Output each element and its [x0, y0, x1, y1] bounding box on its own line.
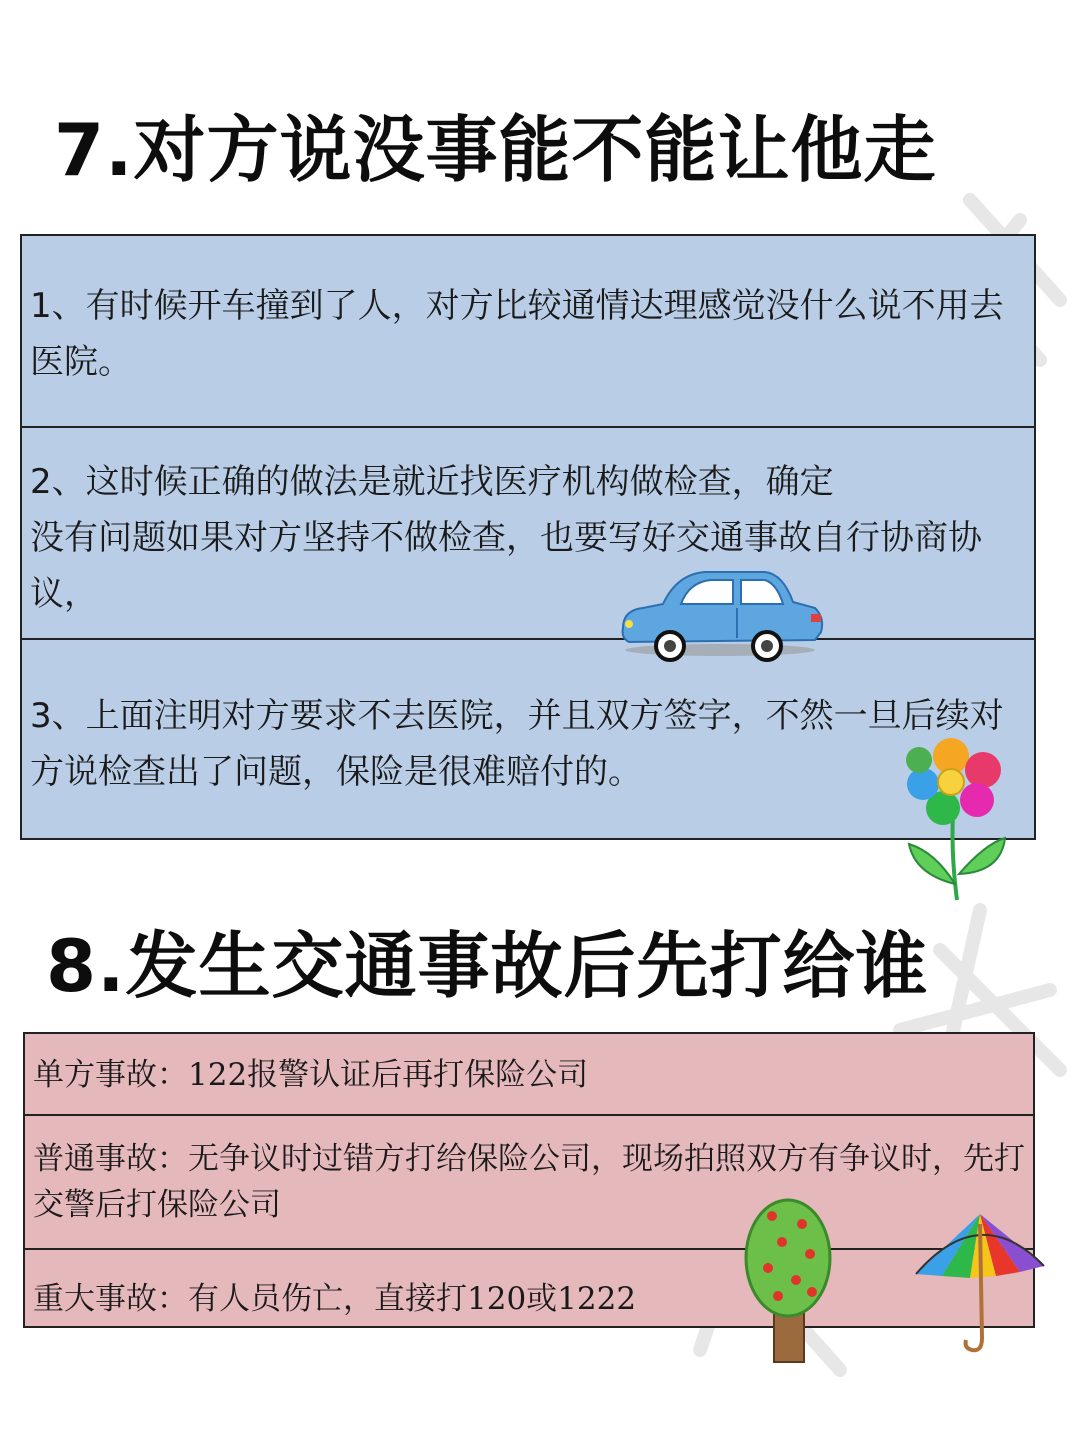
table-row — [22, 638, 1034, 840]
table-row — [22, 236, 1034, 426]
table-row — [22, 426, 1034, 638]
flower-drawing — [905, 734, 1015, 904]
section-8-title: 8.发生交通事故后先打给谁 — [46, 924, 929, 1008]
row-text: 3、上面注明对方要求不去医院，并且双方签字，不然一旦后续对方说检查出了问题，保险是很难赔付的。 — [30, 696, 1004, 792]
row-text: 普通事故：无争议时过错方打给保险公司，现场拍照双方有争议时，先打交警后打保险公司 — [33, 1141, 1025, 1223]
row-text: 1、有时候开车撞到了人，对方比较通情达理感觉没什么说不用去医院。 — [30, 286, 1004, 382]
umbrella-drawing — [912, 1210, 1048, 1360]
advice-table — [20, 234, 1036, 840]
table-row — [25, 1114, 1033, 1248]
row-text: 重大事故：有人员伤亡，直接打120或1222 — [33, 1281, 637, 1317]
row-text: 单方事故：122报警认证后再打保险公司 — [33, 1057, 589, 1093]
call-order-table — [23, 1032, 1035, 1328]
apple-tree-drawing — [742, 1196, 838, 1364]
row-text: 2、这时候正确的做法是就近找医疗机构做检查，确定 没有问题如果对方坚持不做检查，也要写好交通事故自行协商协议， — [30, 462, 982, 614]
table-row — [25, 1034, 1033, 1114]
car-drawing — [615, 568, 830, 668]
table-row — [25, 1248, 1033, 1328]
section-7-title: 7.对方说没事能不能让他走 — [54, 108, 937, 192]
